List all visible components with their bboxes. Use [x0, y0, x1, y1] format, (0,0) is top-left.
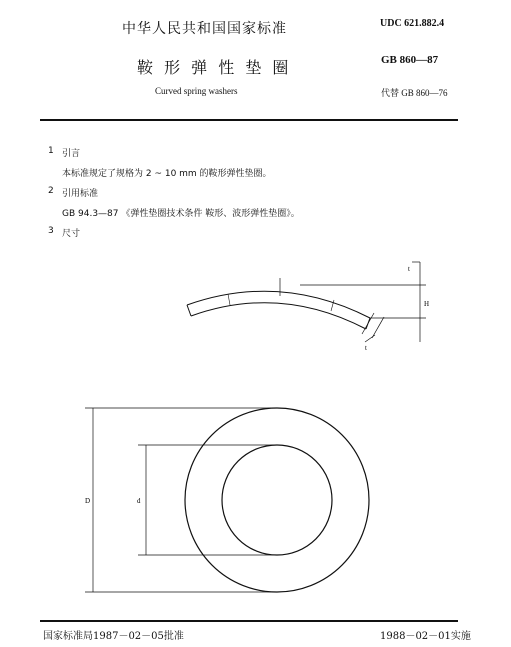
section-1-title: 引言 — [62, 149, 81, 159]
section-3-title: 尺寸 — [62, 229, 81, 239]
udc-number: UDC 621.882.4 — [380, 18, 445, 29]
section-3-number: 3 — [48, 226, 54, 236]
section-2-text: GB 94.3—87 《弹性垫圈技术条件 鞍形、波形弹性垫圈》。 — [62, 209, 300, 219]
inner-diameter-label: d — [137, 497, 141, 505]
washer-side-outer-edge — [187, 291, 370, 318]
washer-side-section-line-left — [228, 294, 230, 305]
thickness-leader-b — [372, 317, 384, 338]
height-dimension — [300, 262, 426, 342]
height-label: H — [424, 300, 430, 308]
document-title: 鞍 形 弹 性 垫 圈 — [137, 58, 292, 77]
thickness-leader-c — [365, 335, 375, 342]
section-2-number: 2 — [48, 186, 54, 196]
washer-side-view — [187, 278, 370, 329]
washer-side-inner-edge — [191, 303, 366, 329]
footer-rule — [40, 620, 458, 622]
thickness-side-label: t — [365, 344, 367, 352]
inner-circle — [222, 445, 332, 555]
document-title-english: Curved spring washers — [155, 86, 238, 96]
outer-diameter-dimension — [85, 408, 277, 592]
section-2-title: 引用标准 — [62, 189, 99, 199]
replaces-standard: 代替 GB 860—76 — [381, 88, 448, 98]
inner-diameter-dimension — [138, 445, 277, 555]
outer-circle — [185, 408, 369, 592]
washer-side-left-end — [187, 305, 191, 316]
washer-top-view — [185, 408, 369, 592]
standard-number: GB 860—87 — [381, 54, 439, 66]
section-1-text: 本标准规定了规格为 2 ~ 10 mm 的鞍形弹性垫圈。 — [62, 169, 272, 179]
outer-diameter-label: D — [85, 497, 91, 505]
thickness-dimension — [362, 313, 384, 342]
approval-date: 国家标准局1987－02－05批准 — [43, 631, 184, 642]
thickness-top-label: t — [408, 265, 410, 273]
section-1-number: 1 — [48, 146, 54, 156]
thickness-leader-a — [362, 313, 374, 334]
effective-date: 1988－02－01实施 — [380, 631, 471, 642]
country-standard-heading: 中华人民共和国国家标准 — [122, 21, 287, 37]
